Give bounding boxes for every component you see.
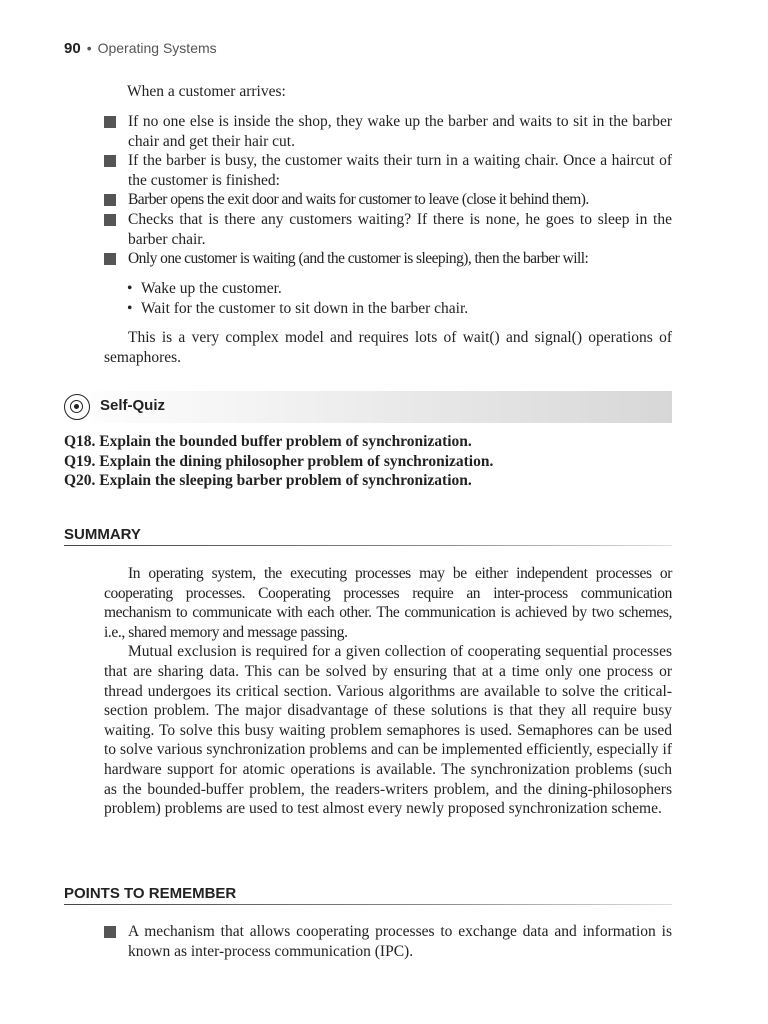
square-bullet-icon	[104, 214, 116, 226]
self-quiz-banner	[64, 391, 672, 423]
summary-paragraph: Mutual exclusion is required for a given collection of cooperating sequential processes that are sharing data. This can be solved by ensuring that at a time only one process or thread undergoes its critical section. Various algorithms are available to solve the critical-section problem. The major disadvantage of these solutions is that they all require busy waiting. To solve this busy waiting problem semaphores is used. Semaphores can be used to solve various synchronization problems and can be implemented efficiently, especially if hardware support for atomic operations is available. The synchronization problems (such as the bounded-buffer problem, the readers-writers problem, and the dining-philosophers problem) problems are used to test almost every newly proposed synchronization scheme.	[104, 643, 672, 818]
summary-body	[104, 564, 672, 819]
quiz-questions	[64, 432, 684, 491]
summary-heading: SUMMARY	[64, 526, 672, 546]
list-item: Only one customer is waiting (and the customer is sleeping), then the barber will:	[104, 249, 672, 269]
quiz-question: Q18. Explain the bounded buffer problem of synchronization.	[64, 433, 472, 450]
heading-rule	[64, 545, 672, 546]
book-title: Operating Systems	[97, 40, 217, 56]
list-item: Barber opens the exit door and waits for customer to leave (close it behind them).	[104, 190, 672, 210]
barber-conclusion: This is a very complex model and requires lots of wait() and signal() operations of semaphores.	[104, 329, 672, 366]
barber-sub-list	[127, 279, 672, 318]
list-item: • Wait for the customer to sit down in the barber chair.	[127, 299, 469, 317]
self-quiz-title: Self-Quiz	[100, 397, 166, 414]
list-item: Checks that is there any customers waiting? If there is none, he goes to sleep in the barber chair.	[104, 210, 672, 249]
list-item: A mechanism that allows cooperating processes to exchange data and information is known as inter-process communication (IPC).	[104, 922, 672, 961]
list-item: If the barber is busy, the customer waits their turn in a waiting chair. Once a haircut of the customer is finished:	[104, 151, 672, 190]
heading-rule	[64, 904, 672, 905]
summary-paragraph: In operating system, the executing processes may be either independent processes or cooperating processes. Cooperating processes require an inter-process communication mechanism to communicate with each other. The communication is achieved by two schemes, i.e., shared memory and message passing.	[104, 565, 672, 641]
dot-bullet-icon: •	[127, 299, 133, 317]
square-bullet-icon	[104, 155, 116, 167]
quiz-question: Q20. Explain the sleeping barber problem of synchronization.	[64, 472, 472, 490]
quiz-question: Q19. Explain the dining philosopher problem of synchronization.	[64, 452, 494, 470]
header-separator: •	[86, 40, 92, 56]
points-to-remember-heading: POINTS TO REMEMBER	[64, 885, 672, 905]
square-bullet-icon	[104, 926, 116, 938]
square-bullet-icon	[104, 253, 116, 265]
target-icon	[64, 394, 90, 420]
list-item: • Wake up the customer.	[127, 280, 282, 297]
dot-bullet-icon: •	[127, 280, 133, 297]
barber-steps-list	[104, 112, 672, 269]
list-item: If no one else is inside the shop, they wake up the barber and waits to sit in the barber chair and get their hair cut.	[104, 112, 672, 151]
points-list	[104, 922, 672, 961]
square-bullet-icon	[104, 116, 116, 128]
page-number: 90	[64, 40, 81, 57]
square-bullet-icon	[104, 194, 116, 206]
running-head	[64, 40, 217, 57]
barber-intro: When a customer arrives:	[127, 83, 286, 100]
